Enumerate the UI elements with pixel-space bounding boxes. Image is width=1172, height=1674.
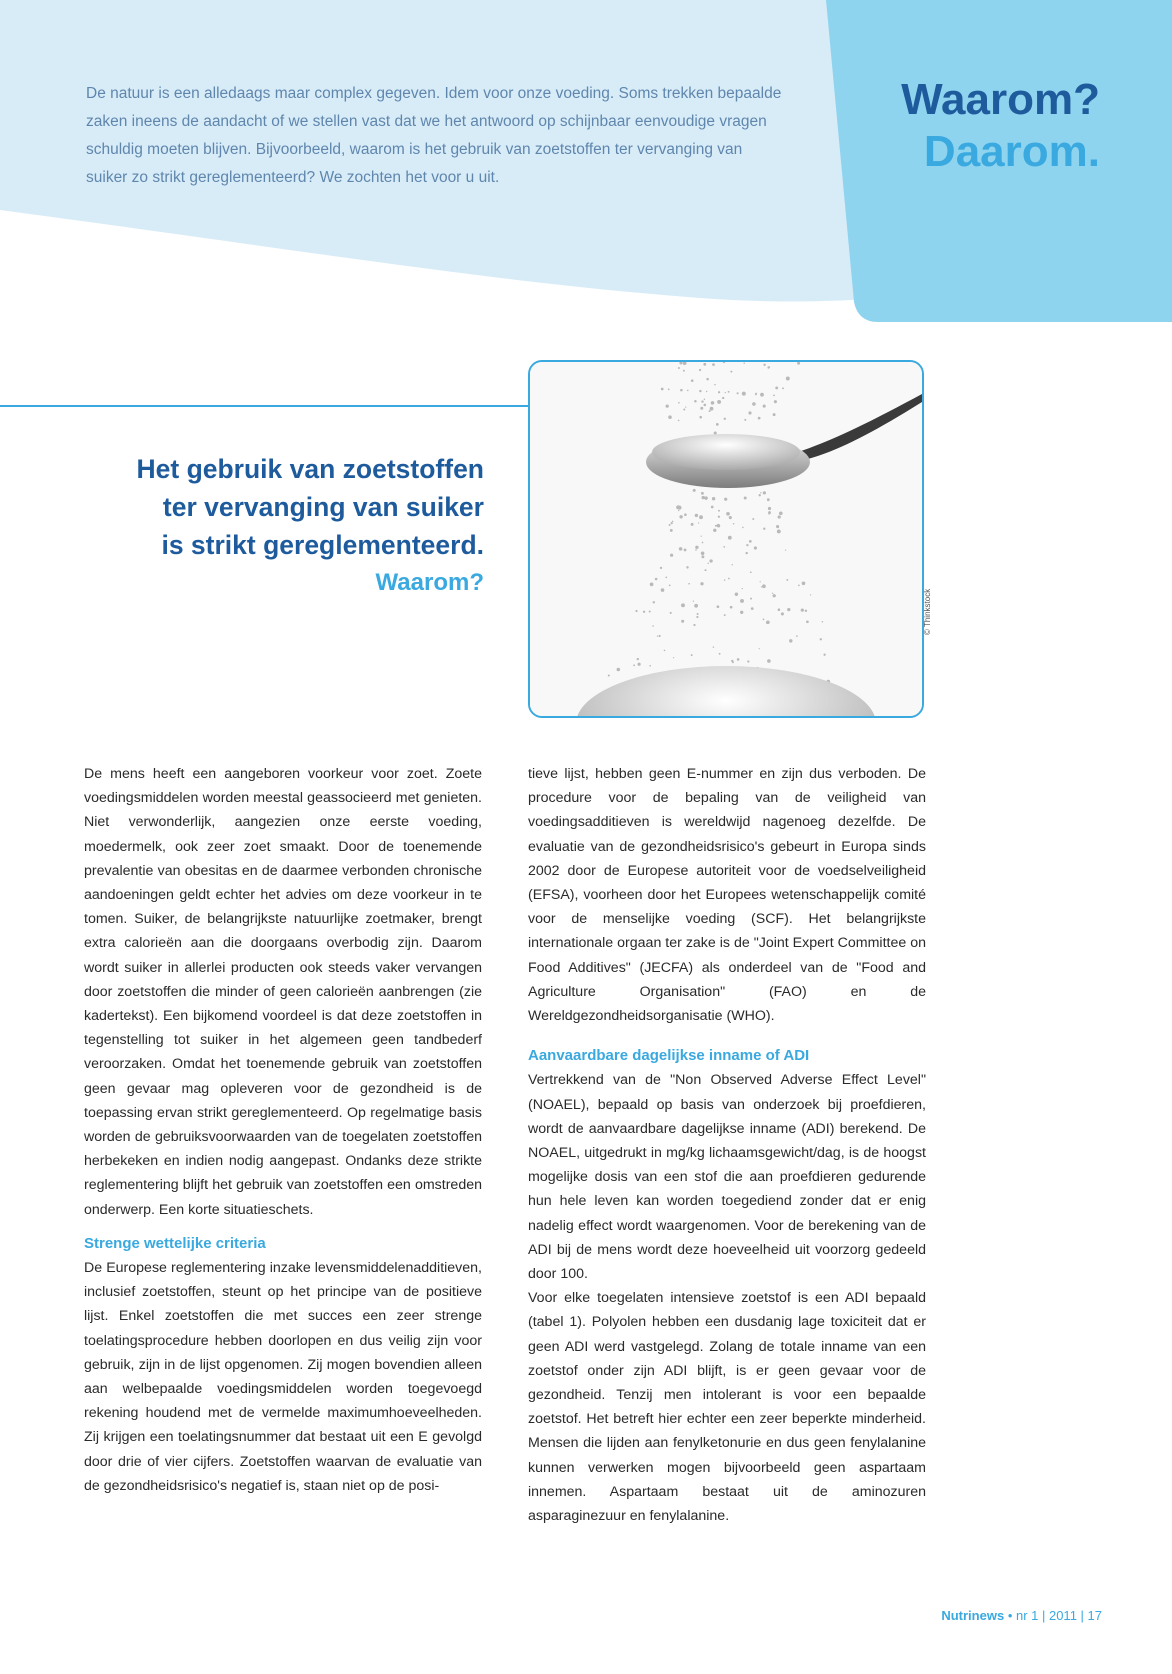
headline-rule (0, 405, 528, 407)
sugar-grain (670, 529, 673, 532)
sugar-grain (732, 661, 734, 663)
sugar-grain (703, 404, 706, 407)
sugar-spoon-photo (528, 360, 924, 718)
sugar-grain (704, 569, 706, 571)
headline-question: Waarom? (375, 569, 484, 596)
sugar-grain (724, 498, 727, 501)
sugar-grain (786, 377, 790, 381)
article-headline (44, 450, 484, 602)
sugar-grain (701, 551, 705, 555)
sugar-grain (664, 650, 666, 652)
photo-credit: © Thinkstock (923, 588, 932, 635)
sugar-grain (718, 510, 720, 512)
sugar-grain (726, 512, 730, 516)
sugar-grain (684, 513, 687, 516)
section-kicker (901, 74, 1100, 178)
sugar-grain (702, 496, 705, 499)
footer-brand: Nutrinews (941, 1608, 1005, 1623)
sugar-grain (703, 363, 706, 366)
sugar-grain (740, 599, 744, 603)
sugar-grain (701, 400, 703, 402)
sugar-grain (758, 417, 761, 420)
body-paragraph: De Europese reglementering inzake levensmiddelenadditieven, inclusief zoetstoffen, steunt op het principe van de positieve lijst. Enkel zoetstoffen die met succes een zeer strenge toelatingsprocedure hebben doorlopen en dus veilig zijn voor gebruik, zijn in de lijst opgenomen. Zij mogen bovendien alleen aan welbepaalde voedingsmiddelen worden toegevoegd rekening houdend met de vermelde maximumhoeveelheden. Zij krijgen een toelatingsnummer dat bestaat uit een E gevolgd door drie of vier cijfers. Zoetstoffen waarvan de evaluatie van de gezondheidsrisico's negatief is, staan niet op de posi- (84, 1260, 482, 1494)
sugar-grain (706, 378, 709, 381)
sugar-grain (693, 601, 694, 602)
sugar-grain (699, 369, 701, 371)
sugar-grain (700, 582, 703, 585)
sugar-grain (761, 586, 762, 587)
sugar-grain (694, 604, 698, 608)
sugar-grain (695, 546, 698, 549)
sugar-grain (733, 523, 735, 525)
sugar-grain (668, 389, 670, 391)
sugar-grain (763, 364, 765, 366)
sugar-grain (820, 638, 822, 640)
sugar-grain (711, 506, 714, 509)
sugar-grain (699, 390, 701, 392)
sugar-grain (652, 625, 654, 627)
sugar-grain (649, 610, 651, 612)
sugar-grain (710, 407, 714, 411)
sugar-grain (653, 601, 655, 603)
sugar-grain (701, 555, 704, 558)
sugar-grain (709, 559, 712, 562)
sugar-grain (750, 571, 752, 573)
sugar-grain (665, 576, 667, 578)
sugar-grain (669, 524, 671, 526)
sugar-grain (801, 608, 804, 611)
footer-issue: • nr 1 | 2011 | 17 (1007, 1608, 1102, 1623)
sugar-grain (681, 620, 684, 623)
sugar-grain (730, 371, 732, 373)
sugar-grain (608, 674, 610, 676)
sugar-grain (785, 549, 786, 550)
sugar-grain (714, 431, 717, 434)
sugar-grain (775, 386, 778, 389)
kicker-because: Daarom. (923, 127, 1100, 176)
page-footer (941, 1608, 1102, 1623)
body-column-left (84, 762, 482, 1498)
sugar-grain (712, 363, 715, 366)
sugar-grain (684, 548, 687, 551)
sugar-grain (786, 579, 788, 581)
sugar-grain (717, 605, 720, 608)
sugar-grain (695, 549, 697, 551)
sugar-grain (691, 523, 694, 526)
sugar-grain (766, 620, 770, 624)
sugar-grain (678, 420, 680, 422)
sugar-grain (724, 614, 726, 616)
sugar-grain (688, 583, 690, 585)
sugar-grain (796, 635, 798, 637)
sugar-grain (711, 401, 715, 405)
sugar-grain (798, 585, 800, 587)
sugar-grain (744, 419, 746, 421)
intro-text: De natuur is een alledaags maar complex gegeven. Idem voor onze voeding. Soms trekken bepaalde zaken ineens de aandacht of we stellen vast dat we het antwoord op schijnbaar eenvoudige vragen schuldig moeten blijven. Bijvoorbeeld, waarom is het gebruik van zoetstoffen ter vervanging van suiker zo strikt gereglementeerd? We zochten het voor u uit. (86, 85, 782, 186)
sugar-grain (822, 621, 824, 623)
sugar-grain (650, 583, 654, 587)
sugar-grain (776, 525, 779, 528)
sugar-grain (728, 391, 730, 393)
body-column-right (528, 762, 926, 1528)
sugar-grain (670, 612, 672, 614)
sugar-grain (697, 613, 699, 615)
sugar-grain (763, 491, 766, 494)
sugar-grain (759, 648, 760, 649)
sugar-grain (669, 585, 671, 587)
sugar-grain (696, 616, 698, 618)
sugar-grain (704, 398, 705, 399)
sugar-grain (782, 387, 784, 389)
sugar-grain (750, 598, 752, 600)
sugar-grain (759, 494, 761, 496)
sugar-grain (661, 388, 664, 391)
sugar-grain (728, 536, 732, 540)
sugar-grain (740, 611, 743, 614)
sugar-grain (742, 392, 746, 396)
sugar-grain (752, 402, 756, 406)
sugar-grain (744, 496, 747, 499)
sugar-grain (722, 397, 724, 399)
body-paragraph: Vertrekkend van de "Non Observed Adverse Effect Level" (NOAEL), bepaald op basis van onderzoek bij proefdieren, wordt de aanvaardbare dagelijkse inname (ADI) berekend. De NOAEL, uitgedrukt in mg/kg lichaamsgewicht/dag, is de hoogst mogelijke dosis van een stof die aan proefdieren gedurende hun hele leven kan worden toegediend zonder dat er enig nadelig effect wordt waargenomen. Voor de berekening van de ADI bij de mens wordt deze hoeveelheid uit voorzorg gedeeld door 100. (528, 1072, 926, 1283)
sugar-grain (773, 594, 776, 597)
sugar-grain (693, 624, 695, 626)
sugar-grain (655, 578, 658, 581)
sugar-grain (633, 664, 635, 666)
sugar-grain (678, 367, 680, 369)
body-paragraph: Voor elke toegelaten intensieve zoetstof is een ADI bepaald (tabel 1). Polyolen hebben een dusdanig lage toxiciteit dat er geen ADI werd vastgelegd. Zolang de totale inname van een zoetstof onder zijn ADI blijft, is er geen gevaar voor de gezondheid. Tenzij men intolerant is voor een bepaalde zoetstof. Het betreft hier echter een zeer beperkte minderheid. Mensen die lijden aan fenylketonurie en dus geen fenylalanine kunnen verwerken mogen bijvoorbeeld geen aspartaam innemen. Aspartaam bestaat uit de aminozuren asparaginezuur en fenylalanine. (528, 1290, 926, 1525)
spoon-sugar (652, 434, 800, 470)
sugar-grain (752, 518, 754, 520)
sugar-grain (742, 588, 743, 589)
sugar-grain (717, 400, 721, 404)
body-paragraph: tieve lijst, hebben geen E-nummer en zijn dus verboden. De procedure voor de bepaling van de veiligheid van voedingsadditieven is wereldwijd nagenoeg dezelfde. De evaluatie van de gezondheidsrisico's gebeurt in Europa sinds 2002 door de Europese autoriteit voor de voedselveiligheid (EFSA), voorheen door het Europees wetenschappelijk comité voor de menselijke voeding (SCF). Het belangrijkste internationale orgaan ter zake is de "Joint Expert Committee on Food Additives" (JECFA) als onderdeel van de "Food and Agriculture Organisation" (FAO) en de Wereldgezondheidsorganisatie (WHO). (528, 766, 926, 1025)
sugar-grain (719, 653, 721, 655)
sugar-grain (760, 393, 764, 397)
sugar-grain (774, 400, 777, 403)
sugar-grain (762, 584, 766, 588)
sugar-grain (678, 510, 679, 511)
sugar-grain (706, 391, 707, 392)
sugar-grain (724, 418, 726, 420)
sugar-grain (698, 522, 699, 523)
headline-line-1: Het gebruik van zoetstoffen (136, 454, 484, 484)
sugar-grain (779, 511, 783, 515)
sugar-grain (789, 639, 792, 642)
sugar-grain (694, 400, 697, 403)
sugar-grain (742, 527, 744, 529)
sugar-grain (695, 514, 698, 517)
sugar-grain (617, 668, 621, 672)
sugar-grain (806, 620, 809, 623)
sugar-grain (691, 654, 693, 656)
sugar-grain (728, 578, 730, 580)
sugar-grain (670, 554, 673, 557)
sugar-grain (725, 392, 726, 393)
sugar-grain (714, 384, 716, 386)
sugar-grain (802, 581, 806, 585)
sugar-grain (660, 567, 662, 569)
headline-line-2: ter vervanging van suiker (162, 492, 484, 522)
sugar-grain (723, 546, 725, 548)
sugar-grain (747, 660, 749, 662)
sugar-grain (685, 407, 686, 408)
sugar-grain (737, 392, 739, 394)
section-heading: Aanvaardbare dagelijkse inname of ADI (528, 1047, 810, 1065)
sugar-grain (781, 612, 784, 615)
sugar-grain (760, 492, 761, 493)
sugar-grain (649, 665, 651, 667)
sugar-grain (718, 391, 720, 393)
sugar-grain (718, 516, 720, 518)
sugar-grain (668, 415, 672, 419)
sugar-grain (712, 497, 715, 500)
sugar-grain (686, 566, 688, 568)
sugar-grain (729, 516, 732, 519)
sugar-grain (746, 552, 748, 554)
sugar-grain (666, 404, 669, 407)
sugar-grain (768, 507, 771, 510)
sugar-grain (763, 528, 765, 530)
sugar-grain (763, 405, 766, 408)
sugar-grain (749, 540, 752, 543)
sugar-grain (643, 611, 645, 613)
sugar-grain (637, 658, 639, 660)
sugar-grain (767, 659, 771, 663)
sugar-grain (717, 525, 720, 528)
sugar-grain (691, 379, 694, 382)
sugar-grain (751, 607, 754, 610)
sugar-grain (678, 402, 680, 404)
sugar-grain (772, 593, 773, 594)
sugar-grain (768, 513, 770, 515)
sugar-grain (748, 411, 751, 414)
sugar-grain (730, 606, 733, 609)
sugar-grain (777, 529, 781, 533)
headline-line-3: is strikt gereglementeerd. (161, 530, 484, 560)
sugar-grain (709, 410, 711, 412)
sugar-grain (693, 489, 696, 492)
sugar-grain (810, 594, 811, 595)
sugar-grain (687, 390, 689, 392)
sugar-grain (716, 423, 719, 426)
sugar-grain (683, 408, 685, 410)
sugar-grain (805, 610, 807, 612)
sugar-grain (760, 581, 761, 582)
sugar-grain (707, 563, 708, 564)
sugar-grain (787, 608, 790, 611)
sugar-grain (713, 646, 714, 647)
sugar-grain (701, 535, 702, 536)
sugar-grain (754, 546, 757, 549)
sugar-grain (700, 407, 703, 410)
sugar-grain (659, 635, 661, 637)
sugar-grain (778, 608, 781, 611)
sugar-grain (704, 496, 707, 499)
sugar-grain (673, 657, 674, 658)
sugar-grain (746, 544, 748, 546)
sugar-grain (763, 619, 765, 621)
sugar-grain (778, 515, 781, 518)
section-heading: Strenge wettelijke criteria (84, 1234, 266, 1252)
sugar-grain (732, 564, 733, 565)
sugar-grain (701, 492, 704, 495)
sugar-grain (671, 522, 673, 524)
sugar-grain (773, 394, 775, 396)
sugar-grain (702, 542, 704, 544)
sugar-grain (635, 610, 637, 612)
sugar-grain (699, 515, 703, 519)
kicker-why: Waarom? (901, 75, 1100, 124)
sugar-grain (672, 521, 674, 523)
sugar-grain (657, 635, 658, 636)
sugar-grain (638, 663, 641, 666)
sugar-grain (767, 498, 770, 501)
sugar-grain (737, 658, 740, 661)
sugar-grain (735, 592, 738, 595)
sugar-grain (679, 515, 682, 518)
sugar-grain (680, 389, 683, 392)
sugar-grain (715, 525, 717, 527)
sugar-grain (699, 416, 702, 419)
sugar-grain (755, 393, 757, 395)
sugar-grain (773, 413, 776, 416)
sugar-grain (743, 362, 744, 363)
sugar-grain (681, 603, 685, 607)
sugar-grain (769, 366, 770, 367)
body-paragraph: De mens heeft een aangeboren voorkeur voor zoet. Zoete voedingsmiddelen worden meestal geassocieerd met genieten. Niet verwonderlijk, aangezien onze eerste voeding, moedermelk, ook zeer zoet smaakt. Door de toenemende prevalentie van obesitas en de daarmee verbonden chronische aandoeningen geldt echter het advies om deze voorkeur in te tomen. Suiker, de belangrijkste natuurlijke zoetmaker, brengt extra calorieën aan die doorgaans overbodig zijn. Daarom wordt suiker in allerlei producten ook steeds vaker vervangen door zoetstoffen die minder of geen calorieën aanbrengen (zie kadertekst). Een bijkomend voordeel is dat deze zoetstoffen in tegenstelling tot suiker in het algemeen geen tandbederf veroorzaken. Omdat het toenemende gebruik van zoetstoffen geen gevaar mag opleveren voor de gezondheid is de toepassing ervan strikt gereglementeerd. Op regelmatige basis worden de gebruiksvoorwaarden van de toegelaten zoetstoffen herbekeken en indien nodig aangepast. Ondanks deze strikte reglementering blijft het gebruik van zoetstoffen een omstreden onderwerp. Een korte situatieschets. (84, 766, 482, 1218)
sugar-grain (676, 505, 680, 509)
sugar-grain (713, 529, 716, 532)
sugar-grain (683, 370, 685, 372)
sugar-grain (679, 547, 683, 551)
sugar-grain (661, 588, 665, 592)
sugar-grain (823, 654, 825, 656)
sugar-grain (724, 579, 725, 580)
